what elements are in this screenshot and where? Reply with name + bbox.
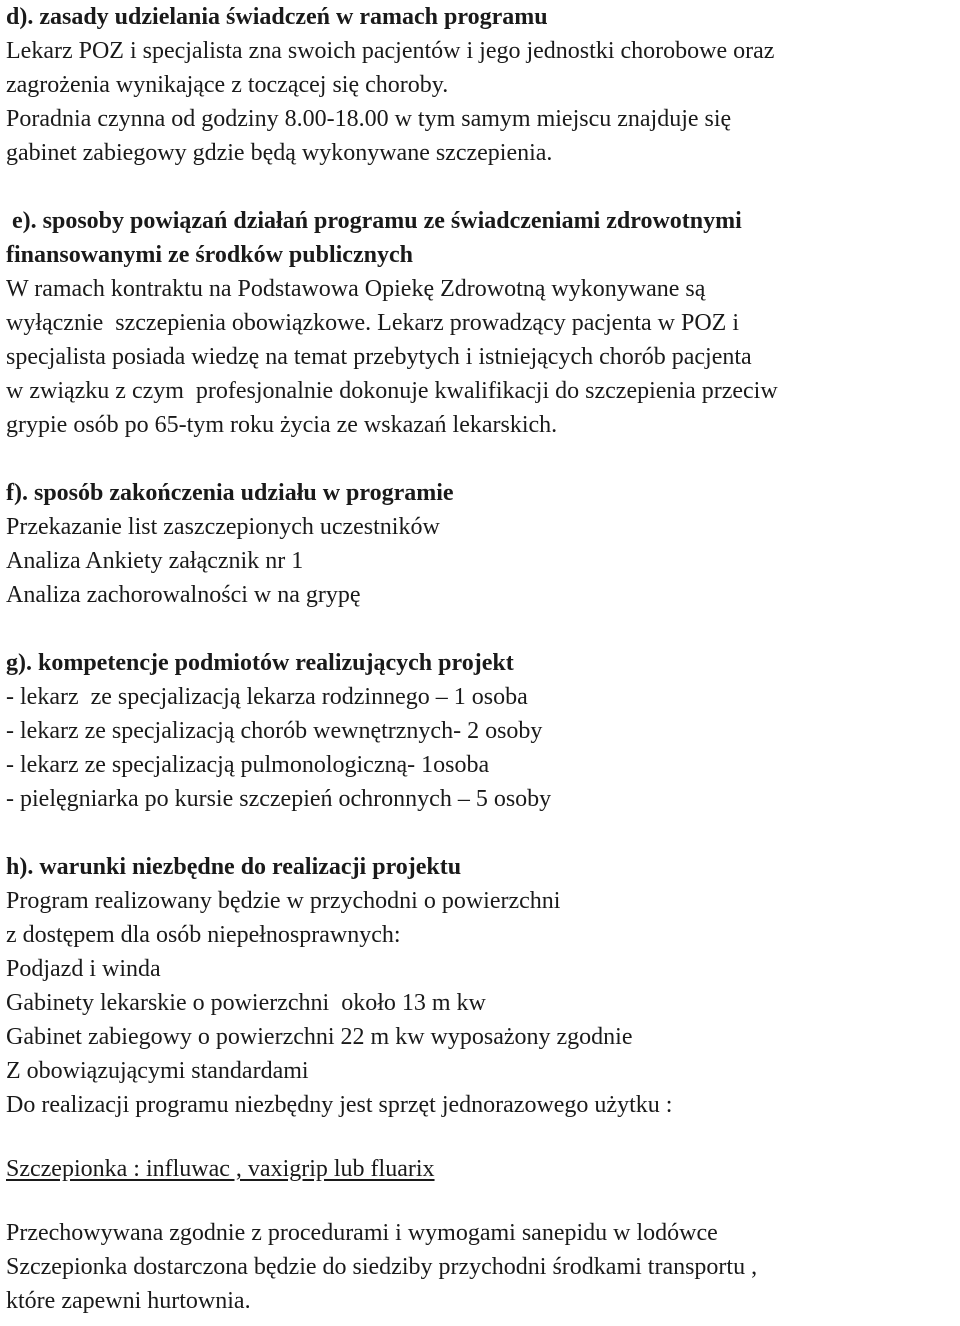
section-d-heading: d). zasady udzielania świadczeń w ramach programu [6, 4, 548, 30]
section-e-line: specjalista posiada wiedzę na temat przebytych i istniejących chorób pacjenta [6, 344, 752, 370]
section-f-line: Analiza zachorowalności w na grypę [6, 582, 361, 608]
section-h-line: Z obowiązującymi standardami [6, 1058, 309, 1084]
section-d-line: Lekarz POZ i specjalista zna swoich pacjentów i jego jednostki chorobowe oraz [6, 38, 775, 64]
spacer [6, 816, 952, 850]
storage-line: Przechowywana zgodnie z procedurami i wymogami sanepidu w lodówce [6, 1220, 718, 1246]
section-h [6, 850, 952, 1318]
section-e-heading: e). sposoby powiązań działań programu ze świadczeniami zdrowotnymi [6, 208, 742, 234]
section-d [6, 0, 952, 170]
section-h-heading: h). warunki niezbędne do realizacji projektu [6, 854, 462, 880]
spacer [6, 1186, 952, 1216]
section-g-line: - lekarz ze specjalizacją chorób wewnętrznych- 2 osoby [6, 718, 543, 744]
section-e-line: wyłącznie szczepienia obowiązkowe. Lekarz prowadzący pacjenta w POZ i [6, 310, 739, 336]
section-e-line: W ramach kontraktu na Podstawowa Opiekę Zdrowotną wykonywane są [6, 276, 706, 302]
section-g-line: - pielęgniarka po kursie szczepień ochronnych – 5 osoby [6, 786, 552, 812]
section-f-heading: f). sposób zakończenia udziału w programie [6, 480, 454, 506]
section-f-line: Przekazanie list zaszczepionych uczestników [6, 514, 440, 540]
section-e-line: grypie osób po 65-tym roku życia ze wskazań lekarskich. [6, 412, 558, 438]
section-e-line: w związku z czym profesjonalnie dokonuje kwalifikacji do szczepienia przeciw [6, 378, 778, 404]
section-f [6, 476, 952, 612]
storage-line: Szczepionka dostarczona będzie do siedziby przychodni środkami transportu , [6, 1254, 758, 1280]
section-f-line: Analiza Ankiety załącznik nr 1 [6, 548, 304, 574]
section-h-line: Do realizacji programu niezbędny jest sprzęt jednorazowego użytku : [6, 1092, 673, 1118]
section-e [6, 204, 952, 442]
section-h-line: Gabinety lekarskie o powierzchni około 13 m kw [6, 990, 486, 1016]
section-g [6, 646, 952, 816]
section-g-line: - lekarz ze specjalizacją pulmonologiczną- 1osoba [6, 752, 490, 778]
spacer [6, 612, 952, 646]
section-d-line: gabinet zabiegowy gdzie będą wykonywane szczepienia. [6, 140, 553, 166]
section-g-heading: g). kompetencje podmiotów realizujących projekt [6, 650, 514, 676]
section-g-line: - lekarz ze specjalizacją lekarza rodzinnego – 1 osoba [6, 684, 528, 710]
section-h-line: z dostępem dla osób niepełnosprawnych: [6, 922, 401, 948]
section-h-line: Program realizowany będzie w przychodni o powierzchni [6, 888, 561, 914]
spacer [6, 170, 952, 204]
spacer [6, 442, 952, 476]
section-h-line: Podjazd i winda [6, 956, 161, 982]
vaccine-line: Szczepionka : influwac , vaxigrip lub fluarix [6, 1156, 435, 1182]
section-h-line: Gabinet zabiegowy o powierzchni 22 m kw wyposażony zgodnie [6, 1024, 633, 1050]
section-d-line: Poradnia czynna od godziny 8.00-18.00 w tym samym miejscu znajduje się [6, 106, 732, 132]
section-e-heading-continued: finansowanymi ze środków publicznych [6, 242, 413, 268]
spacer [6, 1122, 952, 1152]
storage-line: które zapewni hurtownia. [6, 1288, 251, 1314]
section-d-line: zagrożenia wynikające z toczącej się choroby. [6, 72, 449, 98]
